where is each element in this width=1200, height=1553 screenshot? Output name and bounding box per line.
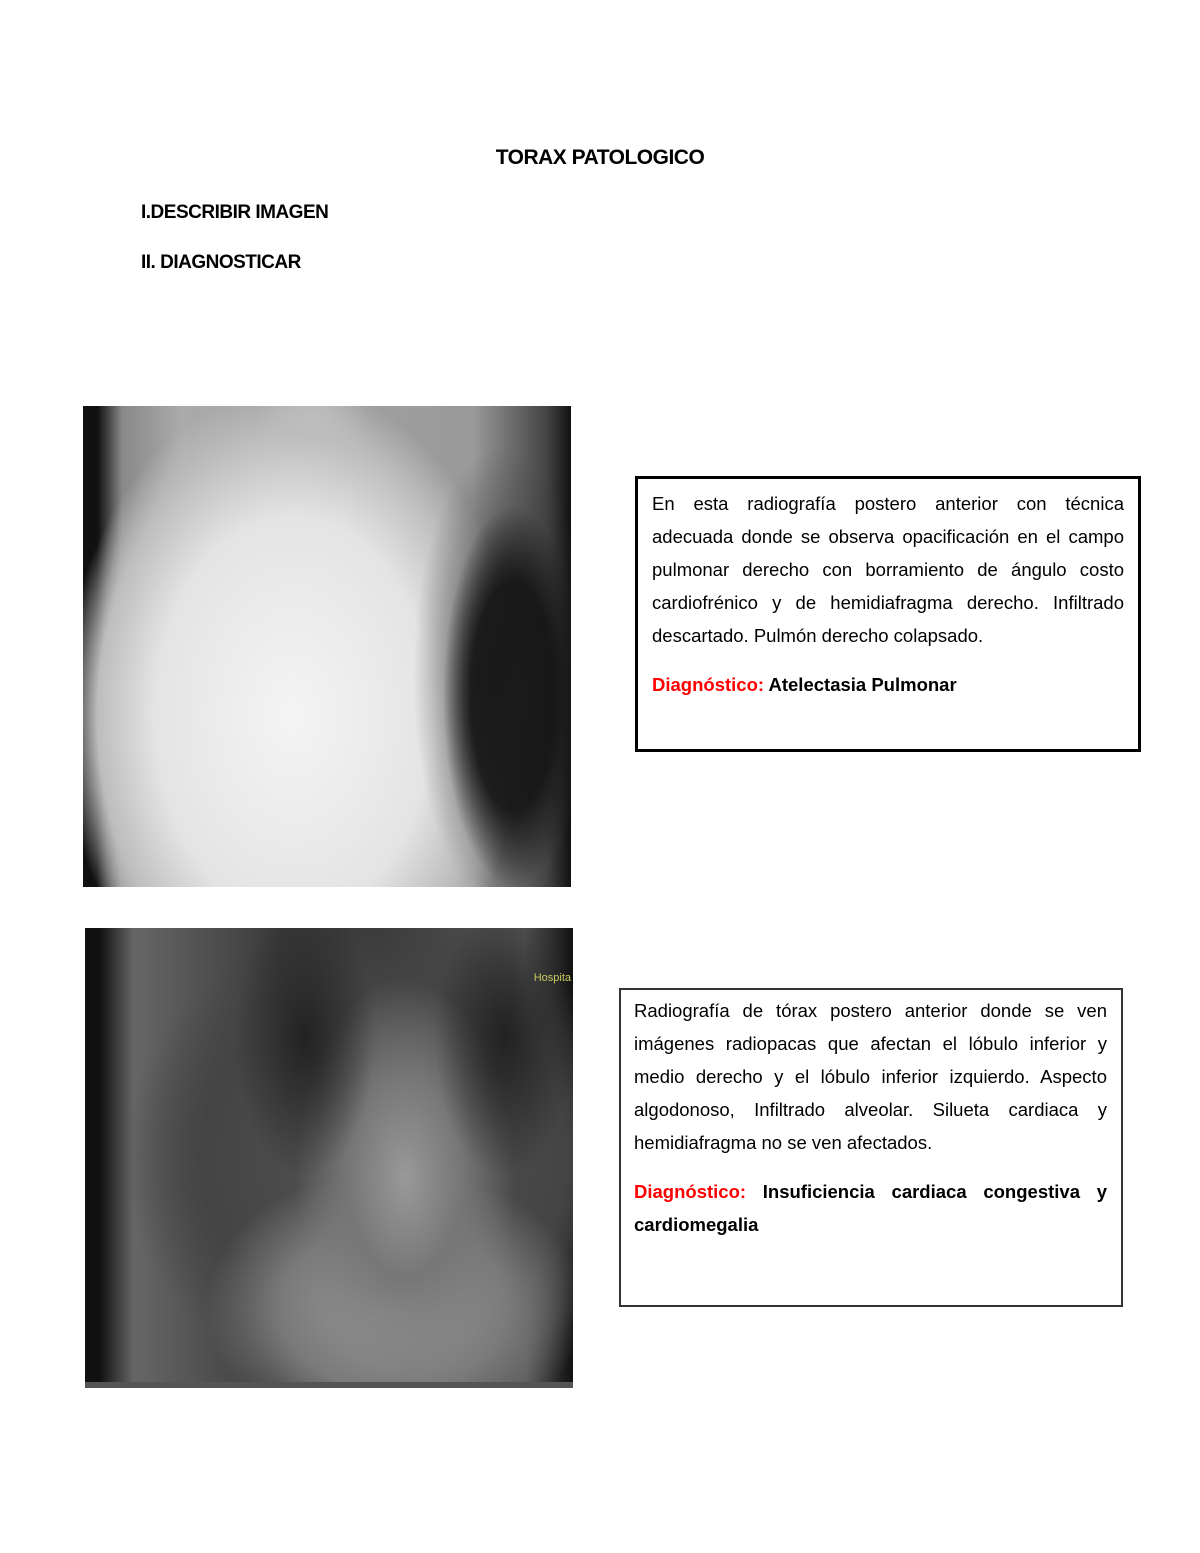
case-2-diagnosis (634, 1175, 1107, 1241)
xray-hospital-label: Hospita (533, 972, 571, 984)
case-1-description: En esta radiografía postero anterior con técnica adecuada donde se observa opacificación en el campo pulmonar derecho con borramiento de ángulo costo cardiofrénico y de hemidiafragma derecho. Infiltrado descartado. Pulmón derecho colapsado. (652, 493, 1124, 646)
page-title: TORAX PATOLOGICO (495, 146, 705, 169)
case-1-diagnosis (652, 668, 1124, 701)
chest-xray-image-2 (85, 928, 573, 1388)
instruction-describe: I.DESCRIBIR IMAGEN (141, 202, 329, 223)
case-1-text-box (635, 476, 1141, 752)
case-2-description: Radiografía de tórax postero anterior donde se ven imágenes radiopacas que afectan el lóbulo inferior y medio derecho y el lóbulo inferior izquierdo. Aspecto algodonoso, Infiltrado alveolar. Silueta cardiaca y hemidiafragma no se ven afectados. (634, 1000, 1107, 1153)
case-2-text-box (619, 988, 1123, 1307)
diagnosis-label: Diagnóstico: (652, 674, 765, 695)
instruction-diagnose: II. DIAGNOSTICAR (141, 252, 301, 273)
diagnosis-value: Atelectasia Pulmonar (768, 674, 957, 695)
diagnosis-label: Diagnóstico: (634, 1181, 747, 1202)
diagnosis-value: Insuficiencia cardiaca congestiva y cardiomegalia (634, 1181, 1107, 1235)
chest-xray-image-1 (83, 406, 571, 887)
